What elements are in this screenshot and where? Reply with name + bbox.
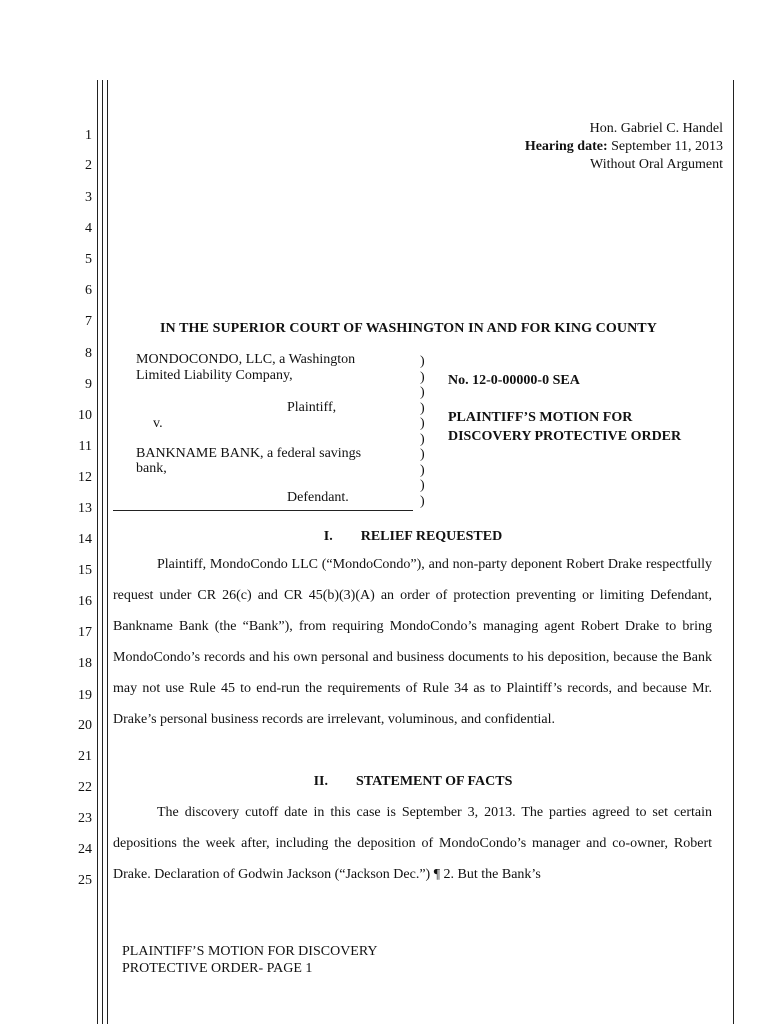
caption-paren: )	[420, 385, 425, 400]
margin-rule	[97, 80, 98, 1024]
line-number: 12	[78, 470, 92, 485]
defendant-role: Defendant.	[287, 490, 349, 505]
line-number: 13	[78, 501, 92, 516]
case-number: No. 12-0-00000-0 SEA	[448, 373, 580, 388]
section-heading-facts	[113, 774, 713, 790]
right-margin-rule	[733, 80, 734, 1024]
line-number: 24	[78, 842, 92, 857]
line-number: 22	[78, 780, 92, 795]
caption-parentheses	[420, 354, 430, 509]
plaintiff-name-line-1: MONDOCONDO, LLC, a Washington	[136, 352, 356, 367]
line-number: 9	[85, 377, 92, 392]
line-number: 8	[85, 346, 92, 361]
line-number: 16	[78, 594, 92, 609]
line-number: 3	[85, 190, 92, 205]
caption-paren: )	[420, 431, 425, 447]
facts-text: The discovery cutoff date in this case is September 3, 2013. The parties agreed to set certain depositions the week after, including the deposition of MondoCondo’s manager and co-owner, Robert Drake. Declaration of Godwin Jackson (“Jackson Dec.”) ¶ 2. But the Bank’s	[113, 805, 712, 882]
line-number: 21	[78, 749, 92, 764]
section-number: I.	[323, 529, 333, 544]
defendant-name-line-1: BANKNAME BANK, a federal savings	[136, 446, 362, 461]
line-number: 23	[78, 811, 92, 826]
caption-paren: )	[420, 354, 425, 369]
oral-argument-note: Without Oral Argument	[590, 157, 723, 172]
line-number: 11	[78, 439, 92, 454]
line-number: 17	[78, 625, 92, 640]
line-number: 7	[85, 314, 92, 329]
court-title: IN THE SUPERIOR COURT OF WASHINGTON IN AND FOR KING COUNTY	[160, 321, 657, 336]
line-number: 25	[78, 873, 92, 888]
motion-title-line-1: PLAINTIFF’S MOTION FOR	[448, 410, 633, 425]
section-number: II.	[313, 774, 329, 789]
plaintiff-name-line-2: Limited Liability Company,	[136, 368, 293, 383]
section-title: STATEMENT OF FACTS	[356, 774, 513, 789]
versus: v.	[153, 416, 163, 431]
section-heading-relief	[113, 529, 713, 545]
line-number: 19	[78, 688, 92, 703]
caption-paren: )	[420, 478, 425, 493]
hearing-info	[525, 120, 723, 174]
caption-paren: )	[420, 400, 425, 416]
line-number: 18	[78, 656, 92, 671]
facts-paragraph	[113, 797, 712, 890]
relief-paragraph	[113, 549, 712, 735]
page-footer	[122, 943, 378, 977]
plaintiff-role: Plaintiff,	[287, 400, 337, 415]
margin-rule	[107, 80, 108, 1024]
hearing-date-line	[525, 138, 723, 156]
caption-paren: )	[420, 447, 425, 462]
margin-rule	[102, 80, 103, 1024]
line-number: 14	[78, 532, 92, 547]
relief-text: Plaintiff, MondoCondo LLC (“MondoCondo”), and non-party deponent Robert Drake respectfully request under CR 26(c) and CR 45(b)(3)(A) an order of protection preventing or limiting Defendant, Bankname Bank (the “Bank”), from requiring MondoCondo’s managing agent Robert Drake to bring MondoCondo’s records and his own personal and business documents to his deposition, because the Bank may not use Rule 45 to end-run the requirements of Rule 34 as to Plaintiff’s records, and because Mr. Drake’s personal business records are irrelevant, voluminous, and confidential.	[113, 557, 712, 727]
line-number: 15	[78, 563, 92, 578]
motion-title	[448, 408, 681, 446]
footer-line-1: PLAINTIFF’S MOTION FOR DISCOVERY	[122, 944, 378, 959]
defendant-name-line-2: bank,	[136, 461, 167, 476]
footer-line-2: PROTECTIVE ORDER- PAGE 1	[122, 961, 313, 976]
line-number: 5	[85, 252, 92, 267]
hearing-date: September 11, 2013	[607, 139, 723, 154]
caption-paren: )	[420, 462, 425, 478]
line-number: 6	[85, 283, 92, 298]
caption-underline	[113, 510, 413, 511]
caption-paren: )	[420, 369, 425, 385]
caption-paren: )	[420, 416, 425, 431]
section-title: RELIEF REQUESTED	[360, 529, 503, 544]
line-number: 4	[85, 221, 92, 236]
line-number: 10	[78, 408, 92, 423]
line-number: 1	[85, 128, 92, 143]
judge-name: Hon. Gabriel C. Handel	[589, 121, 723, 136]
motion-title-line-2: DISCOVERY PROTECTIVE ORDER	[448, 429, 682, 444]
line-number: 20	[78, 718, 92, 733]
caption-paren: )	[420, 493, 425, 509]
hearing-date-label: Hearing date:	[524, 139, 608, 154]
line-number: 2	[85, 158, 92, 173]
